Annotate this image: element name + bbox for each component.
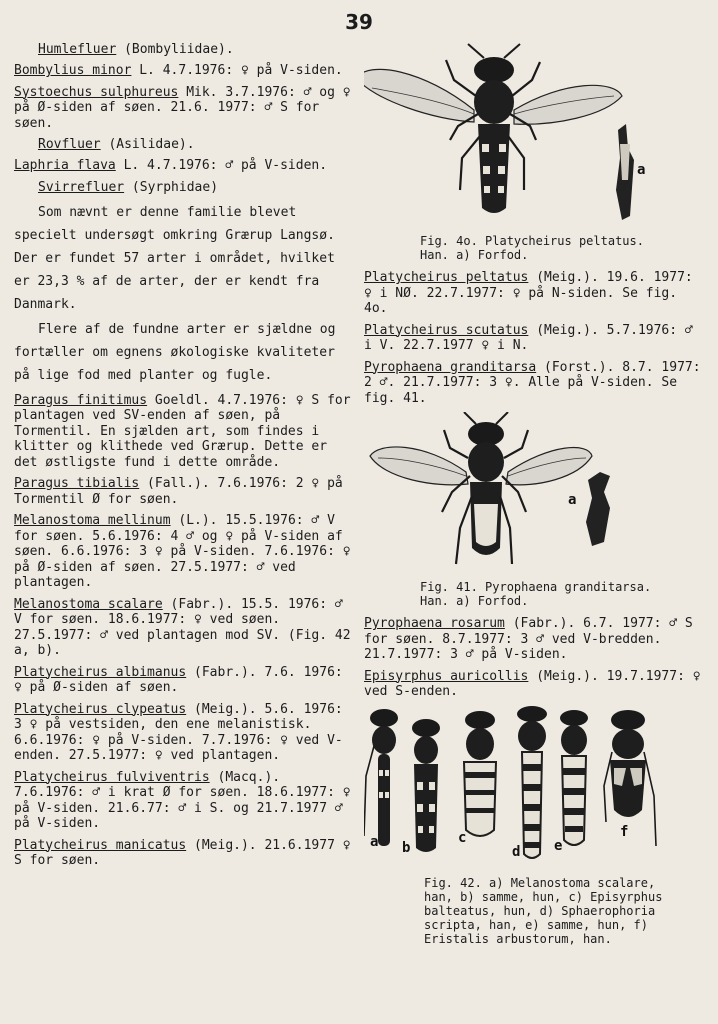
species-record: Mik. 3.7.1976: ♂ og ♀ på Ø-siden af søen. 21.6. 1977: ♂ S for søen. <box>14 84 351 131</box>
paragraph-text: Som nævnt er denne familie blevet specielt undersøgt omkring Grærup Langsø. Der er fundet 57 arter i området, hvilket er 23,3 % af de arter, der er kendt fra Danmark. <box>14 204 335 312</box>
species-record: (Macq.). 7.6.1976: ♂ i krat Ø for søen. 18.6.1977: ♀ på V-siden. 21.6.77: ♂ i S. og 21.7.1977 ♂ på V-siden. <box>14 769 351 831</box>
figure-40 <box>364 40 706 262</box>
figure-label-a: a <box>568 492 577 508</box>
specimen-a <box>364 709 398 850</box>
species-record: (Meig.). 5.6. 1976: 3 ♀ på vestsiden, den ene melanistisk. 6.6.1976: ♀ på V-siden. 7.7.1976: ♀ ved V-enden. 27.5.1977: ♀ ved plantagen. <box>14 701 343 763</box>
species-entry <box>364 616 706 663</box>
species-name: Melanostoma scalare <box>14 596 163 612</box>
species-name: Episyrphus auricollis <box>364 668 529 684</box>
heading-name: Humlefluer <box>38 42 117 57</box>
specimen-label: d <box>512 843 521 860</box>
species-name: Systoechus sulphureus <box>14 84 179 100</box>
left-column <box>14 42 354 875</box>
right-column <box>364 40 706 946</box>
species-name: Melanostoma mellinum <box>14 513 171 528</box>
species-name: Pyrophaena granditarsa <box>364 359 537 375</box>
species-entry <box>14 513 354 591</box>
family-heading <box>38 180 354 195</box>
family-heading <box>38 42 354 57</box>
heading-name: Svirrefluer <box>38 179 125 195</box>
figure-41 <box>364 412 706 608</box>
specimen-f <box>604 710 656 846</box>
fly-illustration-granditarsa <box>364 412 706 576</box>
species-record: (Meig.). 19.6. 1977: ♀ i NØ. 22.7.1977: ♀ på N-siden. Se fig. 4o. <box>364 270 693 316</box>
species-entry <box>364 669 706 700</box>
species-name: Platycheirus peltatus <box>364 270 529 285</box>
species-name: Platycheirus clypeatus <box>14 701 187 717</box>
species-name: Platycheirus fulviventris <box>14 769 210 785</box>
specimen-label: f <box>620 823 629 840</box>
figure-caption: Fig. 41. Pyrophaena granditarsa. Han. a) Forfod. <box>420 580 652 608</box>
species-record: (L.). 15.5.1976: ♂ V for søen. 5.6.1976: 4 ♂ og ♀ på V-siden af søen. 6.6.1976: 3 ♀ på V-siden. 7.6.1976: ♀ på Ø-siden af søen. 27.5.1977: ♂ ved plantagen. <box>14 513 351 590</box>
species-name: Pyrophaena rosarum <box>364 616 505 631</box>
species-entry <box>14 85 354 132</box>
family-heading <box>38 137 354 152</box>
figure-caption: Fig. 4o. Platycheirus peltatus. Han. a) Forfod. <box>420 234 644 262</box>
specimen-label: c <box>458 829 467 846</box>
species-entry <box>14 158 354 174</box>
species-record: (Fabr.). 6.7. 1977: ♂ S for søen. 8.7.1977: 3 ♂ ved V-bredden. 21.7.1977: 3 ♂ på V-siden. <box>364 616 693 662</box>
species-name: Platycheirus manicatus <box>14 837 187 853</box>
figure-label-a: a <box>637 162 646 178</box>
heading-family: (Syrphidae) <box>131 179 219 195</box>
species-record: (Fabr.). 7.6. 1976: ♀ på Ø-siden af søen. <box>14 664 343 695</box>
species-record: (Fall.). 7.6.1976: 2 ♀ på Tormentil Ø for søen. <box>14 476 343 507</box>
heading-family: (Bombyliidae). <box>124 42 234 57</box>
species-name: Paragus finitimus <box>14 392 148 408</box>
species-name: Platycheirus albimanus <box>14 664 187 680</box>
heading-name: Rovfluer <box>38 137 101 152</box>
species-entry <box>14 770 354 832</box>
species-record: L. 4.7.1976: ♂ på V-siden. <box>115 158 328 173</box>
paragraph-text: Flere af de fundne arter er sjældne og fortæller om egnens økologiske kvaliteter på lige fod med planter og fugle. <box>14 321 336 383</box>
species-entry <box>14 63 354 79</box>
species-entry <box>14 476 354 507</box>
page-number: 39 <box>345 10 373 34</box>
species-name: Platycheirus scutatus <box>364 322 529 338</box>
species-name: Laphria flava <box>14 158 116 173</box>
species-record: L. 4.7.1976: ♀ på V-siden. <box>131 63 343 78</box>
species-record: (Fabr.). 15.5. 1976: ♂ V for søen. 18.6.1977: ♀ ved søen. 27.5.1977: ♂ ved plantagen mod SV. (Fig. 42 a, b). <box>14 596 351 658</box>
species-entry <box>14 838 354 869</box>
specimen-d <box>512 706 547 860</box>
species-record: (Meig.). 19.7.1977: ♀ ved S-enden. <box>364 668 701 699</box>
specimen-label: a <box>370 833 379 850</box>
species-name: Bombylius minor <box>14 63 132 78</box>
figure-caption: Fig. 42. a) Melanostoma scalare, han, b) samme, hun, c) Episyrphus balteatus, hun, d) Sphaerophoria scripta, han, e) samme, hun, f) Eristalis arbustorum, han. <box>424 875 663 946</box>
species-entry <box>14 702 354 764</box>
figure-42 <box>364 706 706 946</box>
specimen-label: e <box>554 837 563 854</box>
species-name: Paragus tibialis <box>14 476 140 491</box>
species-entry <box>364 270 706 317</box>
species-entry <box>364 360 706 407</box>
abdomen-illustrations <box>364 706 706 866</box>
species-record: Goeldl. 4.7.1976: ♀ S for plantagen ved SV-enden af søen, på Tormentil. En sjælden art, som findes i klitter og klithede ved Grærup. Dette er det østligste fund i dette område. <box>14 392 351 470</box>
species-record: (Meig.). 21.6.1977 ♀ S for søen. <box>14 837 351 868</box>
specimen-e <box>554 710 588 854</box>
species-record: (Meig.). 5.7.1976: ♂ i V. 22.7.1977 ♀ i N. <box>364 322 693 353</box>
species-record: (Forst.). 8.7. 1977: 2 ♂. 21.7.1977: 3 ♀. Alle på V-siden. Se fig. 41. <box>364 359 701 406</box>
species-entry <box>14 597 354 659</box>
heading-family: (Asilidae). <box>108 137 195 152</box>
paragraph <box>14 318 354 387</box>
specimen-b <box>402 719 440 856</box>
specimen-c <box>458 711 496 846</box>
species-entry <box>364 323 706 354</box>
paragraph <box>14 201 354 316</box>
fly-illustration-peltatus <box>364 40 706 230</box>
specimen-label: b <box>402 839 411 856</box>
species-entry <box>14 665 354 696</box>
species-entry <box>14 393 354 471</box>
